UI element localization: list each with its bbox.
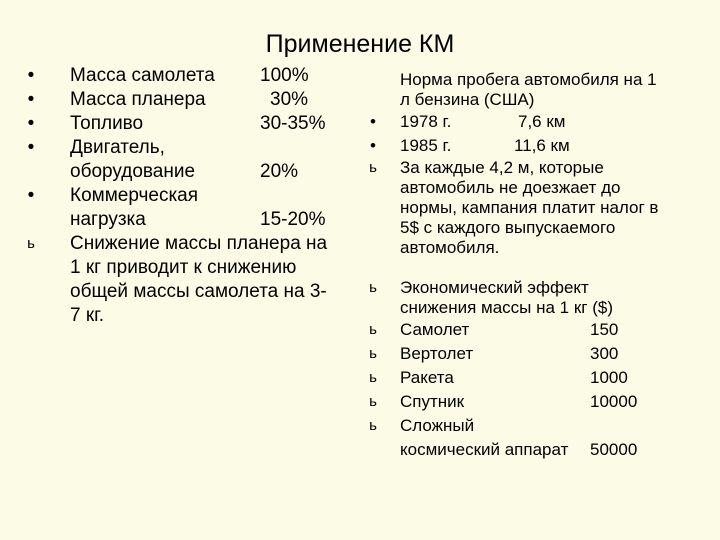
- arrow-bullet-icon: ь: [369, 159, 377, 176]
- bullet-icon: •: [370, 112, 376, 131]
- bullet-icon: •: [27, 185, 35, 206]
- list-item-aircraft-mass: [24, 64, 354, 88]
- effect-row-airplane: [366, 318, 696, 342]
- item-value: 15-20%: [260, 209, 326, 230]
- tax-line: автомобиля.: [400, 238, 500, 257]
- item-value: 30-35%: [260, 113, 326, 134]
- tax-text: [366, 158, 696, 258]
- slide-title: Применение КМ: [265, 30, 455, 58]
- arrow-bullet-icon: ь: [369, 321, 377, 338]
- arrow-bullet-icon: ь: [369, 369, 377, 386]
- effect-row-helicopter: [366, 342, 696, 366]
- effect-value: 150: [590, 320, 619, 339]
- norm-value: 7,6 км: [518, 112, 566, 131]
- bullet-icon: •: [27, 65, 35, 86]
- tax-line: За каждые 4,2 м, которые: [400, 158, 604, 177]
- arrow-bullet-icon: ь: [369, 345, 377, 362]
- bullet-icon: •: [27, 89, 35, 110]
- list-item-fuel: [24, 112, 354, 136]
- item-value: 20%: [260, 161, 299, 182]
- list-item-engine-equipment: [24, 136, 354, 184]
- effect-name: Спутник: [400, 392, 465, 411]
- item-label: Масса самолета: [70, 65, 215, 86]
- arrow-bullet-icon: ь: [369, 279, 377, 296]
- tax-line: автомобиль не доезжает до: [400, 178, 621, 197]
- norm-heading-line: Норма пробега автомобиля на 1: [400, 70, 657, 89]
- item-label-line1: Двигатель,: [70, 137, 165, 158]
- item-label: Масса планера: [70, 89, 206, 110]
- norm-heading-line: л бензина (США): [400, 90, 535, 109]
- tax-line: нормы, кампания платит налог в: [400, 198, 659, 217]
- list-item-airframe-mass: [24, 88, 354, 112]
- effect-value: 1000: [590, 368, 628, 387]
- effect-heading-line: Экономический эффект: [400, 278, 589, 297]
- bullet-icon: •: [27, 137, 35, 158]
- item-label-line1: Коммерческая: [70, 185, 199, 206]
- effect-name-line1: Сложный: [400, 416, 475, 435]
- item-value: 30%: [270, 89, 309, 110]
- conclusion-line: общей массы самолета на 3-: [70, 281, 327, 302]
- bullet-icon: •: [27, 113, 35, 134]
- effect-value: 50000: [590, 440, 638, 459]
- bullet-icon: •: [370, 136, 376, 155]
- norm-year: 1978 г.: [400, 112, 452, 131]
- arrow-bullet-icon: ь: [369, 393, 377, 410]
- item-label-line2: нагрузка: [70, 209, 146, 230]
- item-label-line2: оборудование: [70, 161, 196, 182]
- item-label: Топливо: [70, 113, 144, 134]
- effect-name: Самолет: [400, 320, 470, 339]
- right-column: [366, 70, 696, 462]
- norm-heading: [366, 70, 696, 110]
- norm-value: 11,6 км: [514, 136, 570, 155]
- conclusion-line: 1 кг приводит к снижению: [70, 257, 297, 278]
- norm-year: 1985 г.: [400, 136, 452, 155]
- effect-name: Ракета: [400, 368, 454, 387]
- effect-name: Вертолет: [400, 344, 474, 363]
- effect-name-line2: космический аппарат: [400, 440, 569, 459]
- item-value: 100%: [260, 65, 309, 86]
- effect-row-rocket: [366, 366, 696, 390]
- effect-row-satellite: [366, 390, 696, 414]
- norm-row-1978: [366, 110, 696, 134]
- effect-row-spacecraft: [366, 414, 696, 462]
- norm-row-1985: [366, 134, 696, 158]
- arrow-bullet-icon: ь: [27, 235, 35, 252]
- effect-value: 10000: [590, 392, 638, 411]
- left-column: [24, 64, 354, 328]
- effect-heading-line: снижения массы на 1 кг ($): [400, 298, 613, 317]
- conclusion-text: [24, 232, 354, 328]
- arrow-bullet-icon: ь: [369, 417, 377, 434]
- conclusion-line: Снижение массы планера на: [70, 233, 328, 254]
- list-item-payload: [24, 184, 354, 232]
- conclusion-line: 7 кг.: [70, 305, 105, 326]
- tax-line: 5$ с каждого выпускаемого: [400, 218, 616, 237]
- effect-heading: [366, 278, 696, 318]
- effect-value: 300: [590, 344, 619, 363]
